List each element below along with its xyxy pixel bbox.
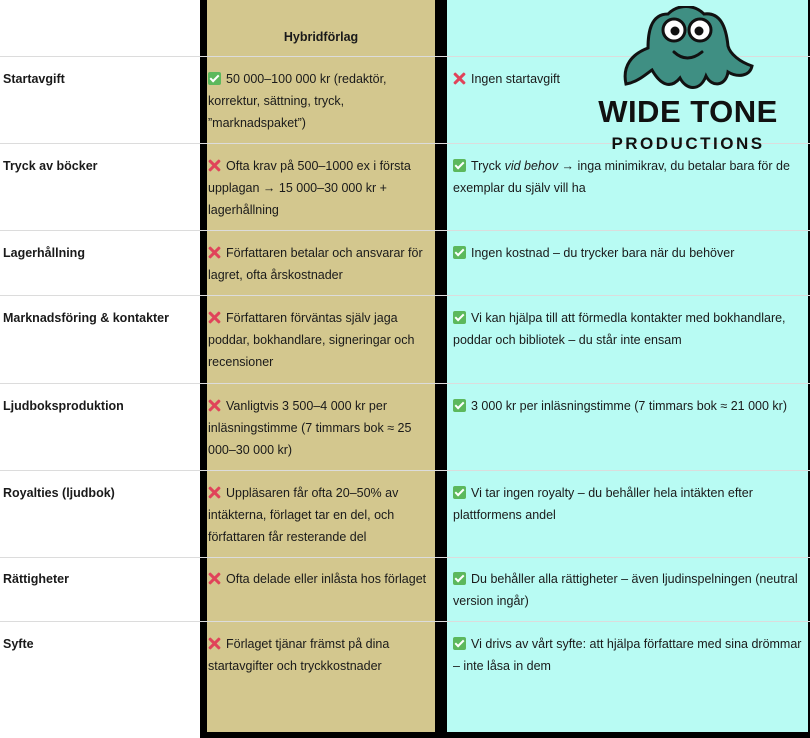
widetone-cell: Ingen kostnad – du trycker bara när du behöver bbox=[453, 242, 805, 264]
logo-subtitle: PRODUCTIONS bbox=[611, 134, 765, 153]
cross-icon bbox=[453, 72, 466, 85]
widetone-cell: Du behåller alla rättigheter – även ljudinspelningen (neutral version ingår) bbox=[453, 572, 798, 608]
check-icon bbox=[453, 486, 466, 499]
widetone-cell: Tryck vid behov → inga minimikrav, du betalar bara för de exemplar du själv vill ha bbox=[453, 159, 790, 195]
row-label: Startavgift bbox=[3, 72, 65, 86]
hybrid-column-header: Hybridförlag bbox=[283, 30, 359, 44]
row-label: Royalties (ljudbok) bbox=[3, 486, 115, 500]
row-divider bbox=[0, 230, 810, 231]
check-icon bbox=[453, 159, 466, 172]
hybrid-cell: Författaren betalar och ansvarar för lagret, ofta årskostnader bbox=[208, 246, 423, 282]
cross-icon bbox=[208, 159, 221, 172]
row-divider bbox=[0, 383, 810, 384]
hybrid-cell: Ofta krav på 500–1000 ex i första upplagan → 15 000–30 000 kr + lagerhållning bbox=[208, 159, 411, 217]
check-icon bbox=[453, 637, 466, 650]
widetone-cell: Vi kan hjälpa till att förmedla kontakter med bokhandlare, poddar och bibliotek – du står inte ensam bbox=[453, 311, 786, 347]
hybrid-cell: Uppläsaren får ofta 20–50% av intäkterna, förlaget tar en del, och författaren får resterande del bbox=[208, 486, 399, 544]
widetone-cell: Vi drivs av vårt syfte: att hjälpa författare med sina drömmar – inte låsa in dem bbox=[453, 637, 802, 673]
check-icon bbox=[453, 572, 466, 585]
hybrid-cell: Ofta delade eller inlåsta hos förlaget bbox=[208, 568, 430, 590]
check-icon bbox=[453, 311, 466, 324]
cross-icon bbox=[208, 486, 221, 499]
hybrid-cell: Förlaget tjänar främst på dina startavgifter och tryckkostnader bbox=[208, 637, 390, 673]
row-label: Ljudboksproduktion bbox=[3, 399, 124, 413]
row-label: Syfte bbox=[3, 637, 34, 651]
cross-icon bbox=[208, 246, 221, 259]
hybrid-cell: Författaren förväntas själv jaga poddar, bokhandlare, signeringar och recensioner bbox=[208, 311, 415, 369]
cross-icon bbox=[208, 399, 221, 412]
row-label: Tryck av böcker bbox=[3, 159, 98, 173]
cross-icon bbox=[208, 572, 221, 585]
row-divider bbox=[0, 295, 810, 296]
row-divider bbox=[0, 557, 810, 558]
check-icon bbox=[453, 399, 466, 412]
row-label: Marknadsföring & kontakter bbox=[3, 311, 170, 325]
hybrid-cell: 50 000–100 000 kr (redaktör, korrektur, sättning, tryck, ”marknadspaket”) bbox=[208, 72, 387, 130]
widetone-cell: Ingen startavgift bbox=[453, 68, 805, 90]
cross-icon bbox=[208, 637, 221, 650]
row-label: Rättigheter bbox=[3, 572, 69, 586]
row-divider bbox=[0, 621, 810, 622]
widetone-cell: Vi tar ingen royalty – du behåller hela intäkten efter plattformens andel bbox=[453, 486, 753, 522]
check-icon bbox=[208, 72, 221, 85]
logo-title: WIDE TONE bbox=[598, 94, 778, 129]
row-label: Lagerhållning bbox=[3, 246, 85, 260]
row-divider bbox=[0, 470, 810, 471]
cross-icon bbox=[208, 311, 221, 324]
check-icon bbox=[453, 246, 466, 259]
label-column bbox=[0, 0, 200, 738]
hybrid-cell: Vanligtvis 3 500–4 000 kr per inläsningstimme (7 timmars bok ≈ 25 000–30 000 kr) bbox=[208, 399, 412, 457]
widetone-cell: 3 000 kr per inläsningstimme (7 timmars bok ≈ 21 000 kr) bbox=[453, 395, 805, 417]
